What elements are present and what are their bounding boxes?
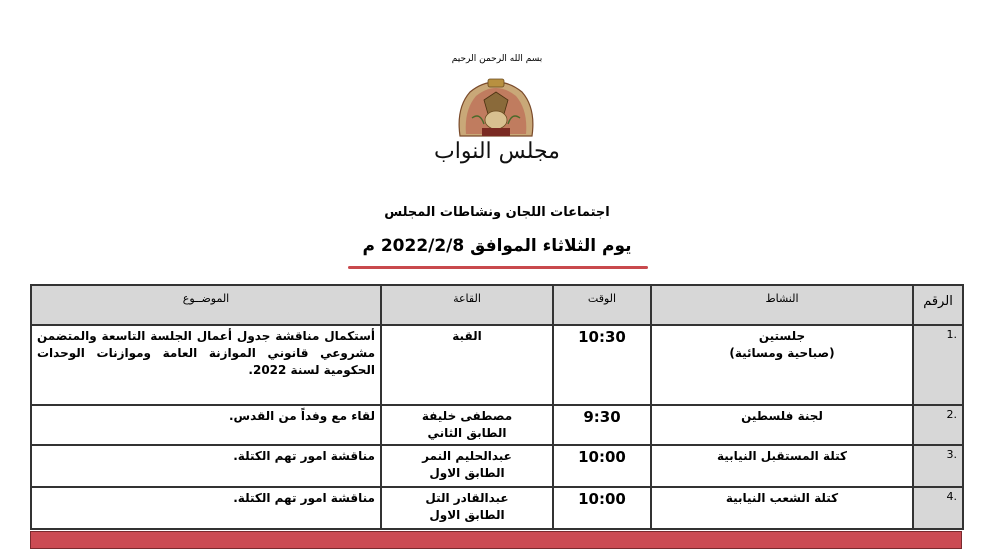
row-hall — [381, 325, 553, 405]
row-time: 9:30 — [553, 405, 651, 445]
table-row — [31, 487, 963, 529]
row-hall — [381, 445, 553, 487]
row-activity — [651, 445, 913, 487]
row-number: .4 — [913, 487, 963, 529]
row-activity — [651, 325, 913, 405]
hall-line: الطابق الثاني — [427, 426, 507, 440]
basmala: بسم الله الرحمن الرحيم — [451, 54, 543, 64]
row-time: 10:00 — [553, 487, 651, 529]
header-hall: القاعة — [381, 285, 553, 325]
row-activity — [651, 405, 913, 445]
page-title: اجتماعات اللجان ونشاطات المجلس — [384, 205, 610, 220]
activity-line: كتلة المستقبل النيابية — [716, 449, 848, 463]
hall-line: عبدالقادر التل — [425, 491, 509, 505]
header-subject: الموضــوع — [31, 285, 381, 325]
table-row — [31, 325, 963, 405]
jordan-coat-of-arms-icon — [452, 78, 540, 140]
row-number: .1 — [913, 325, 963, 405]
row-number: .2 — [913, 405, 963, 445]
schedule-table — [30, 284, 964, 530]
row-time: 10:00 — [553, 445, 651, 487]
table-header-row — [31, 285, 963, 325]
header-number: الرقم — [913, 285, 963, 325]
hall-line: مصطفى خليفة — [421, 409, 513, 423]
hall-line: الطابق الاول — [429, 466, 505, 480]
row-number: .3 — [913, 445, 963, 487]
activity-line: جلستين — [758, 329, 806, 343]
activity-line: لجنة فلسطين — [741, 409, 823, 423]
row-subject: مناقشة امور تهم الكتلة. — [31, 445, 381, 487]
date-line: يوم الثلاثاء الموافق 2022/2/8 م — [362, 236, 632, 256]
row-hall — [381, 487, 553, 529]
parliament-name: مجلس النواب — [434, 139, 560, 164]
row-subject: لقاء مع وفداً من القدس. — [31, 405, 381, 445]
table-row — [31, 405, 963, 445]
activity-line: كتلة الشعب النيابية — [725, 491, 839, 505]
date-underline — [348, 266, 648, 269]
hall-line: الطابق الاول — [429, 508, 505, 522]
hall-line: عبدالحليم النمر — [422, 449, 512, 463]
header-activity: النشاط — [651, 285, 913, 325]
row-subject: أستكمال مناقشة جدول أعمال الجلسة التاسعة والمتضمن مشروعي قانوني الموازنة العامة وموازنات الوحدات الحكومية لسنة 2022. — [31, 325, 381, 405]
table-row — [31, 445, 963, 487]
activity-line: (صباحية ومسائية) — [729, 346, 835, 360]
header-time: الوقت — [553, 285, 651, 325]
row-subject: مناقشة امور تهم الكتلة. — [31, 487, 381, 529]
row-activity — [651, 487, 913, 529]
footer-bar — [30, 531, 962, 549]
row-time: 10:30 — [553, 325, 651, 405]
row-hall — [381, 405, 553, 445]
hall-line: القبة — [452, 329, 482, 343]
